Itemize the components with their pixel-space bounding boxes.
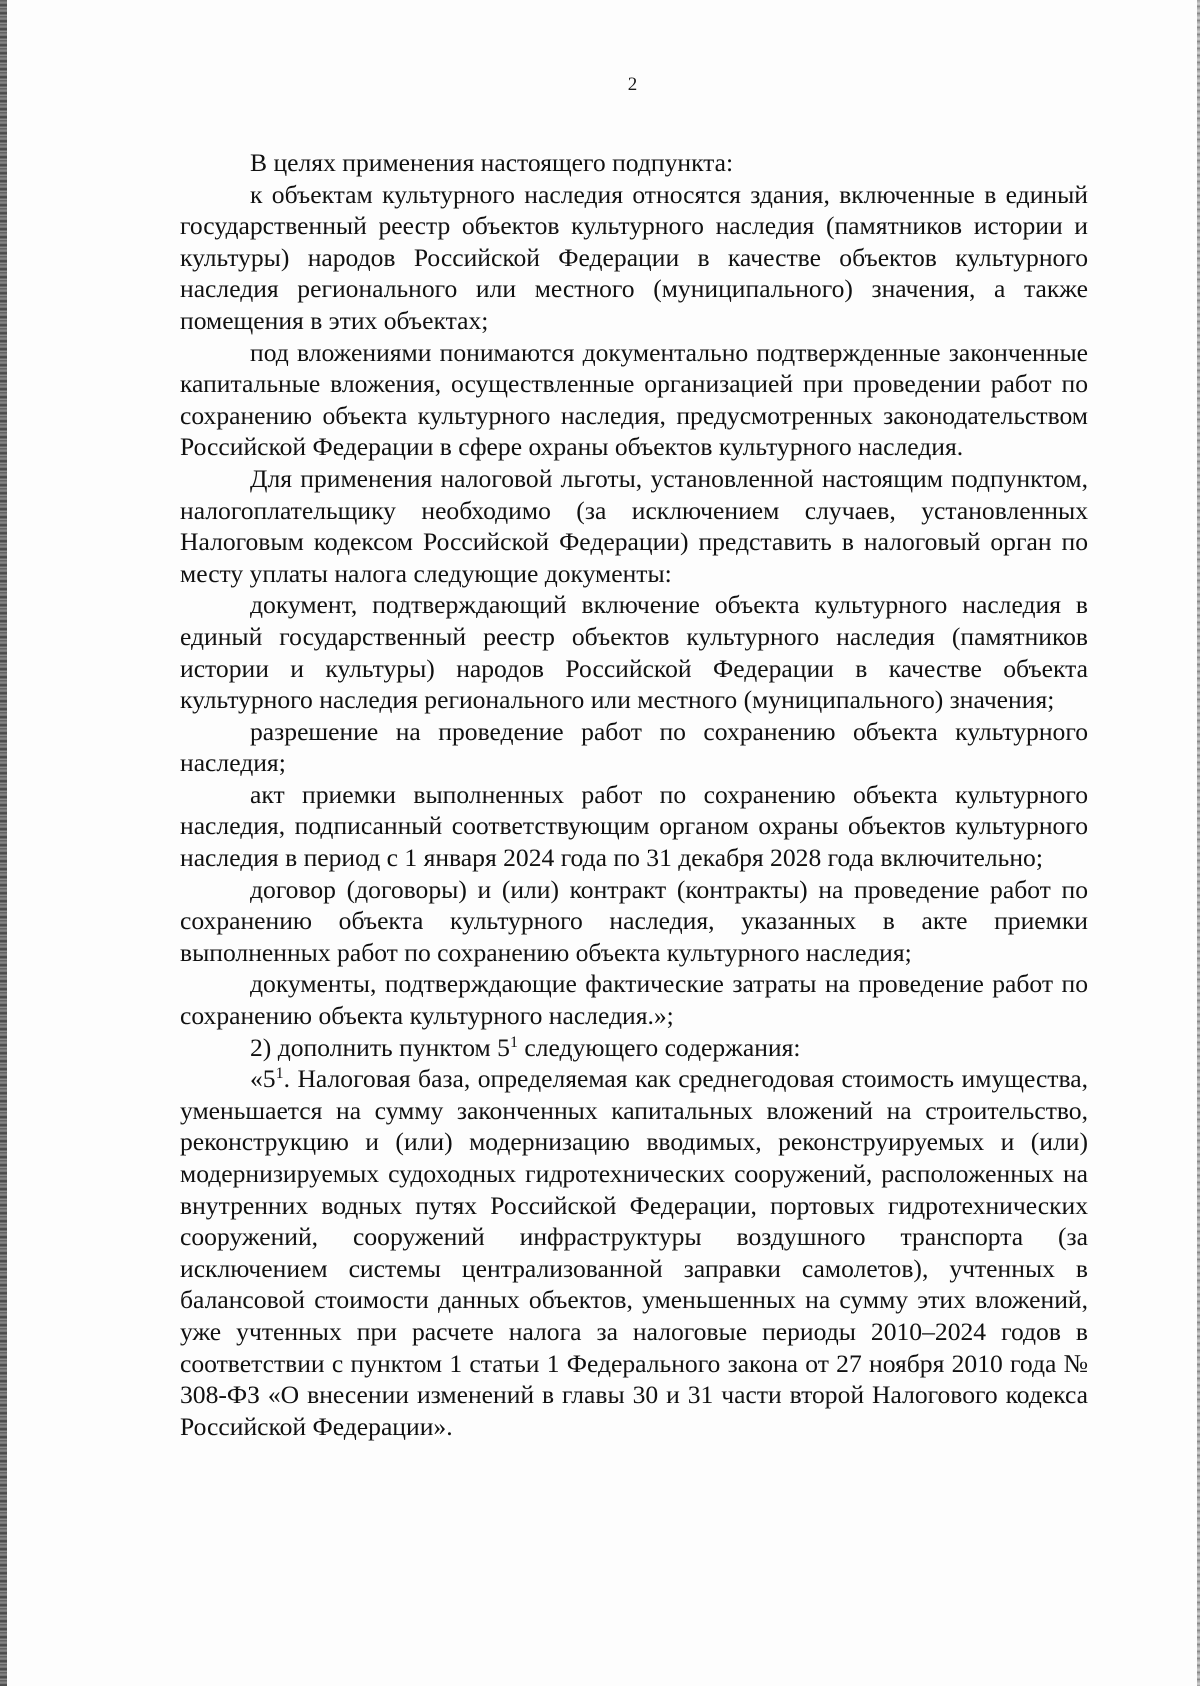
paragraph-investments-definition: под вложениями понимаются документально подтвержденные законченные капитальные вложения, осуществленные организацией при проведении работ по сохранению объекта культурного наследия, предусмотренных законодательством Российской Федерации в сфере охраны объектов культурного наследия.	[180, 337, 1088, 462]
new-clause-open: «5	[250, 1064, 276, 1094]
amendment-intro-sup: 1	[509, 1033, 518, 1051]
paragraph-cost-documents: документы, подтверждающие фактические затраты на проведение работ по сохранению объекта культурного наследия.»;	[180, 969, 1088, 1031]
paragraph-acceptance-act: акт приемки выполненных работ по сохранению объекта культурного наследия, подписанный соответствующим органом охраны объектов культурного наследия в период с 1 января 2024 года по 31 декабря 2028 года включительно;	[180, 779, 1088, 873]
paragraph-purpose: В целях применения настоящего подпункта:	[250, 148, 734, 177]
document-body	[180, 147, 1088, 1442]
paragraph-documents-required: Для применения налоговой льготы, установленной настоящим подпунктом, налогоплательщику необходимо (за исключением случаев, установленных Налоговым кодексом Российской Федерации) представить в налоговый орган по месту уплаты налога следующие документы:	[180, 463, 1088, 588]
paragraph-new-clause	[180, 1063, 1088, 1442]
paragraph-amendment-intro	[180, 1032, 1088, 1064]
scan-left-edge	[0, 0, 7, 1686]
new-clause-text: . Налоговая база, определяемая как среднегодовая стоимость имущества, уменьшается на сумму законченных капитальных вложений на строительство, реконструкцию и (или) модернизацию вводимых, реконструируемых и (или) модернизируемых судоходных гидротехнических сооружений, расположенных на внутренних водных путях Российской Федерации, портовых гидротехнических сооружений, сооружений инфраструктуры воздушного транспорта (за исключением системы централизованной заправки самолетов), учтенных в балансовой стоимости данных объектов, уменьшенных на сумму этих вложений, уже учтенных при расчете налога за налоговые периоды 2010–2024 годов в соответствии с пунктом 1 статьи 1 Федерального закона от 27 ноября 2010 года № 308-ФЗ «О внесении изменений в главы 30 и 31 части второй Налогового кодекса Российской Федерации».	[180, 1064, 1088, 1441]
amendment-intro-after: следующего содержания:	[517, 1032, 801, 1062]
paragraph-contracts: договор (договоры) и (или) контракт (контракты) на проведение работ по сохранению объекта культурного наследия, указанных в акте приемки выполненных работ по сохранению объекта культурного наследия;	[180, 874, 1088, 967]
paragraph-permit: разрешение на проведение работ по сохранению объекта культурного наследия;	[180, 716, 1088, 778]
amendment-intro-before: 2) дополнить пунктом 5	[250, 1032, 510, 1062]
paragraph-registry-document: документ, подтверждающий включение объекта культурного наследия в единый государственный реестр объектов культурного наследия (памятников истории и культуры) народов Российской Федерации в качестве объекта культурного наследия регионального или местного (муниципального) значения;	[180, 590, 1088, 715]
new-clause-sup: 1	[275, 1065, 284, 1083]
paragraph-cultural-objects-definition: к объектам культурного наследия относятся здания, включенные в единый государственный реестр объектов культурного наследия (памятников истории и культуры) народов Российской Федерации в качестве объектов культурного наследия регионального или местного (муниципального) значения, а также помещения в этих объектах;	[180, 179, 1088, 335]
page-number: 2	[627, 74, 638, 95]
